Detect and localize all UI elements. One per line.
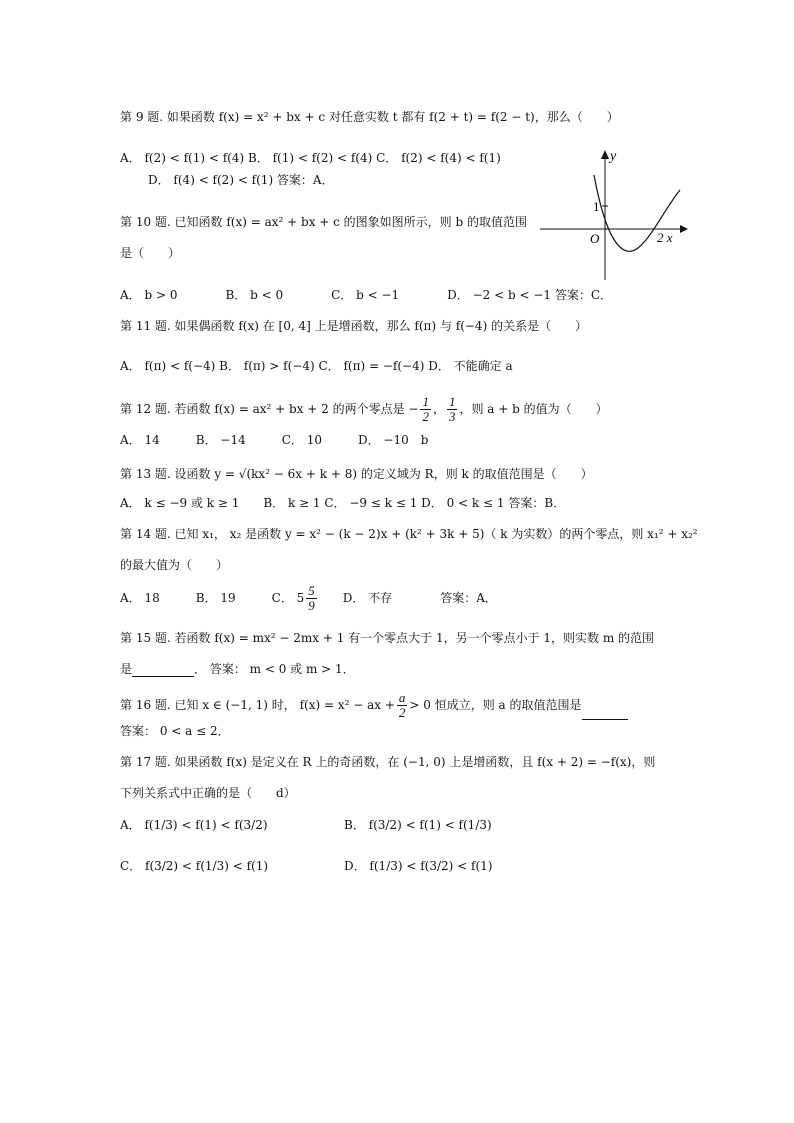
q11-stem: 第 11 题. 如果偶函数 f(x) 在 [0, 4] 上是增函数，那么 f(π) 与 f(−4) 的关系是（ ） (120, 319, 588, 333)
fraction-denominator: 2 (422, 409, 429, 424)
y-axis-label: y (610, 149, 617, 164)
y-tick-label-1: 1 (593, 199, 600, 214)
q17-option-a: A． f(1/3) < f(1) < f(3/2) (120, 818, 268, 832)
q9-stem: 第 9 题. 如果函数 f(x) = x² + bx + c 对任意实数 t 都有 f(2 + t) = f(2 − t)，那么（ ） (120, 110, 619, 124)
q17-option-c: C． f(3/2) < f(1/3) < f(1) (120, 859, 269, 873)
q15-stem-line2-pre: 是 (120, 662, 133, 676)
q17-option-d: D． f(1/3) < f(3/2) < f(1) (344, 859, 493, 873)
q17-stem-line1: 第 17 题. 如果函数 f(x) 是定义在 R 上的奇函数，在 (−1, 0) 上是增函数，且 f(x + 2) = −f(x)，则 (120, 755, 656, 769)
q17-option-b: B． f(3/2) < f(1) < f(1/3) (344, 818, 492, 832)
q15-stem-line2-post: ． 答案： m < 0 或 m > 1． (194, 662, 355, 676)
q15-stem-line2 (120, 661, 355, 677)
q16-stem-post: > 0 恒成立，则 a 的取值范围是 (409, 698, 582, 712)
fraction-numerator: 1 (422, 394, 429, 409)
x-axis-label: 2 x (657, 230, 673, 245)
q14-options (120, 584, 497, 613)
q13-stem: 第 13 题. 设函数 y = √(kx² − 6x + k + 8) 的定义域为 R，则 k 的取值范围是（ ） (120, 467, 593, 481)
q14-options-post: D． 不存 答案：A． (318, 591, 497, 605)
q9-options-line2: D． f(4) < f(2) < f(1) 答案：A． (148, 173, 334, 187)
fraction-denominator: 3 (448, 409, 456, 424)
q16-fraction (397, 691, 408, 720)
q13-options: A． k ≤ −9 或 k ≥ 1 B． k ≥ 1 C． −9 ≤ k ≤ 1 D． 0 < k ≤ 1 答案：B． (120, 496, 566, 510)
q15-answer-blank (132, 664, 194, 677)
fraction-denominator: 9 (308, 598, 315, 613)
fraction-numerator: 1 (448, 394, 456, 409)
q10-options: A． b > 0 B． b < 0 C． b < −1 D． −2 < b < −1 答案：C． (120, 288, 613, 302)
q16-answer: 答案： 0 < a ≤ 2． (120, 724, 230, 738)
q16-answer-blank (582, 707, 628, 720)
q14-stem-line2: 的最大值为（ ） (120, 558, 229, 572)
q10-stem-line2: 是（ ） (120, 246, 181, 260)
fraction-numerator: a (398, 690, 406, 705)
q12-fraction-2 (447, 395, 458, 424)
q12-stem-pre: 第 12 题. 若函数 f(x) = ax² + bx + 2 的两个零点是 − (120, 402, 419, 416)
origin-label: O (590, 231, 600, 246)
q12-options: A． 14 B． −14 C． 10 D． −10 b (120, 433, 429, 447)
q12-stem (120, 395, 608, 424)
q16-stem-pre: 第 16 题. 已知 x ∈ (−1, 1) 时， f(x) = x² − ax + (120, 698, 395, 712)
q12-fraction-1 (420, 395, 431, 424)
y-axis-arrow (601, 150, 609, 159)
q16-stem (120, 691, 628, 720)
q14-stem-line1: 第 14 题. 已知 x₁， x₂ 是函数 y = x² − (k − 2)x + (k² + 3k + 5)（ k 为实数）的两个零点，则 x₁² + x₂² (120, 527, 698, 541)
q12-stem-mid: ， (432, 402, 445, 416)
q12-stem-post: ，则 a + b 的值为（ ） (459, 402, 608, 416)
q9-options-line1: A． f(2) < f(1) < f(4) B． f(1) < f(2) < f(4) C． f(2) < f(4) < f(1) (120, 151, 501, 165)
fraction-numerator: 5 (308, 583, 315, 598)
x-axis-arrow (680, 225, 688, 233)
q15-stem-line1: 第 15 题. 若函数 f(x) = mx² − 2mx + 1 有一个零点大于 1，另一个零点小于 1，则实数 m 的范围 (120, 631, 655, 645)
fraction-denominator: 2 (398, 705, 406, 720)
q14-fraction (306, 584, 317, 613)
q10-stem-line1: 第 10 题. 已知函数 f(x) = ax² + bx + c 的图象如图所示，则 b 的取值范围 (120, 215, 527, 229)
q17-stem-line2: 下列关系式中正确的是（ d） (120, 786, 296, 800)
q14-options-pre: A． 18 B． 19 C． 5 (120, 591, 305, 605)
q10-function-graph (540, 145, 690, 285)
q11-options: A． f(π) < f(−4) B． f(π) > f(−4) C． f(π) = −f(−4) D． 不能确定 a (120, 359, 513, 373)
